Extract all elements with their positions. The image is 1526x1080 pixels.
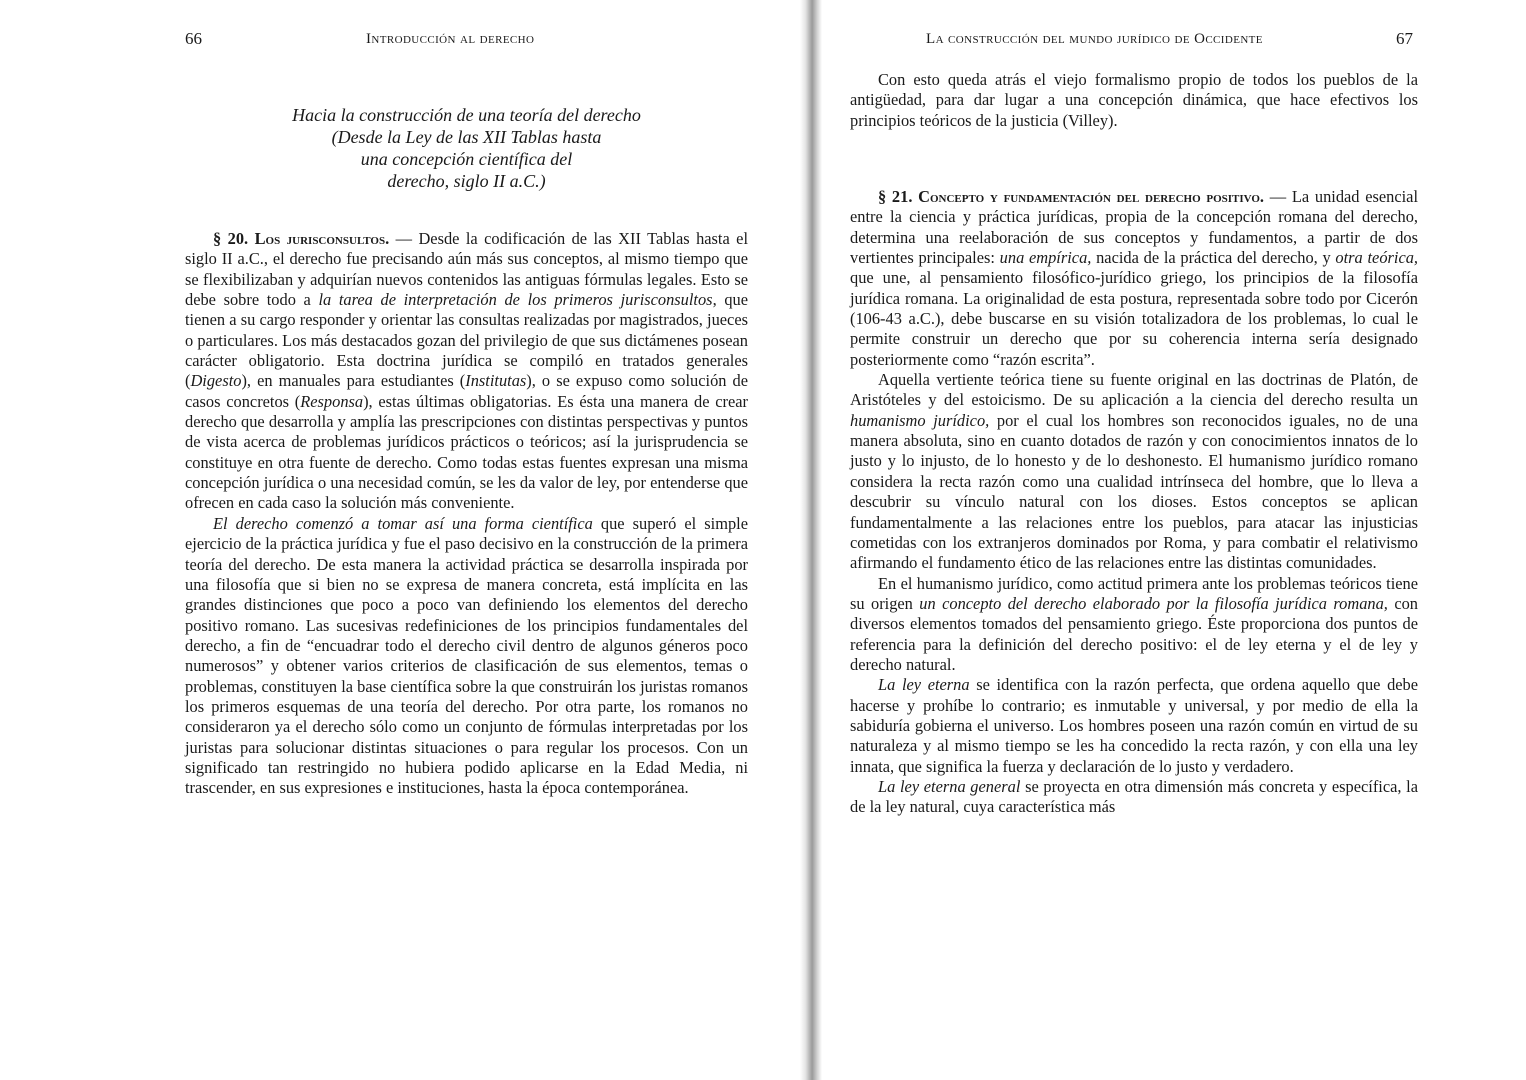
text-run: ), estas últimas obligatorias. Es ésta una manera de crear derecho que desarrolla y amplía las prescripciones con distintas perspectivas y puntos de vista acerca de problemas jurídicos prácticos o teóricos; así la jurisprudencia se constituye en otra fuente de derecho. Como todas estas fuentes expresan una misma concepción jurídica o una necesidad común, se les da valor de ley, por entenderse que ofrecen en cada caso la solución más conveniente. — [185, 391, 748, 513]
section-number: § 21. — [878, 187, 913, 206]
italic-run: Institutas — [465, 371, 527, 391]
text-run: que une, al pensamiento filosófico-jurídico griego, los principios de la filosofía jurídica romana. La originalidad de esta postura, representada sobre todo por Cicerón (106-43 a.C.), debe buscarse en su visión totalizadora de los problemas, lo cual le permite construir un derecho que por su coherencia interna sería designado posteriormente como “razón escrita”. — [850, 268, 1418, 369]
paragraph — [185, 229, 748, 514]
text-run: En el humanismo jurídico, como actitud primera ante los problemas teóricos tiene su origen — [850, 573, 1418, 613]
text-run: — Desde la codificación de las XII Tablas hasta el siglo II a.C., el derecho fue precisando aún más sus conceptos, al mismo tiempo que se flexibilizaban y adquirían nuevos contenidos las antiguas fórmulas legales. Esto se debe sobre todo a — [185, 229, 749, 310]
paragraph — [185, 514, 748, 799]
text-run: ), o se expuso como solución de casos concretos ( — [185, 371, 749, 411]
page-number: 67 — [1396, 29, 1413, 48]
text-run: , que tienen a su cargo responder y orientar las consultas realizadas por magistrados, jueces o particulares. Los más destacados gozan del privilegio de que sus dictámenes posean carácter obligatorio. Esta doctrina jurídica se compiló en tratados generales ( — [185, 290, 748, 391]
paragraph — [850, 574, 1418, 676]
subheading-line: Hacia la construcción de una teoría del derecho — [292, 105, 641, 125]
subheading-line: (Desde la Ley de las XII Tablas hasta — [331, 127, 602, 147]
italic-run: un concepto del derecho elaborado por la filosofía jurídica romana, — [919, 593, 1388, 613]
section-title: Concepto y fundamentación del derecho positivo. — [918, 187, 1265, 206]
section-number: § 20. — [213, 229, 249, 248]
italic-run: Digesto — [190, 371, 242, 391]
text-run: nacida de la práctica del derecho, y — [1091, 248, 1336, 268]
italic-run: humanismo jurídico, — [850, 410, 990, 430]
paragraph: Con esto queda atrás el viejo formalismo propio de todos los pueblos de la antigüedad, para dar lugar a una concepción dinámica, que hace efectivos los principios teóricos de la justicia (Villey). — [850, 70, 1418, 130]
running-head: Introducción al derecho — [366, 31, 535, 47]
italic-run: La ley eterna — [878, 675, 970, 695]
right-page — [822, 0, 1526, 1080]
text-run: con diversos elementos tomados del pensamiento griego. Éste proporciona dos puntos de referencia para la definición del derecho positivo: el de ley eterna y el de ley y derecho natural. — [850, 593, 1418, 674]
subheading-line: derecho, siglo II a.C.) — [387, 171, 546, 191]
italic-run: Responsa — [300, 391, 364, 411]
text-run: Aquella vertiente teórica tiene su fuente original en las doctrinas de Platón, de Aristóteles y del estoicismo. De su aplicación a la ciencia del derecho resulta un — [850, 370, 1418, 410]
text-run: ), en manuales para estudiantes ( — [241, 371, 466, 391]
italic-run: una empírica, — [999, 248, 1092, 268]
subheading-line: una concepción científica del — [360, 149, 573, 169]
paragraph — [850, 187, 1418, 370]
italic-run: otra teórica, — [1335, 248, 1419, 268]
running-head: La construcción del mundo jurídico de Occidente — [926, 31, 1263, 47]
book-gutter — [800, 0, 822, 1080]
italic-run: la tarea de interpretación de los primeros jurisconsultos — [318, 290, 713, 310]
text-run: se identifica con la razón perfecta, que ordena aquello que debe hacerse y prohíbe lo contrario; es inmutable y universal, y por medio de ella la sabiduría gobierna el universo. Los hombres poseen una razón común en virtud de su naturaleza y al mismo tiempo se les ha concedido la recta razón, y con ella una ley innata, que significa la fuerza y declaración de lo justo y verdadero. — [850, 675, 1419, 776]
italic-run: El derecho comenzó a tomar así una forma científica — [213, 513, 593, 533]
paragraph — [850, 675, 1418, 777]
body-text — [850, 187, 1418, 818]
paragraph — [850, 370, 1418, 573]
italic-run: La ley eterna general — [878, 776, 1021, 796]
section-title: Los jurisconsultos. — [254, 229, 390, 248]
body-text — [185, 229, 748, 799]
text-run: se proyecta en otra dimensión más concreta y específica, la de la ley natural, cuya característica más — [850, 776, 1418, 817]
text-run: — La unidad esencial entre la ciencia y práctica jurídicas, propia de la concepción romana del derecho, determina una reelaboración de sus conceptos y fundamentos, a partir de dos vertientes principales: — [850, 187, 1419, 268]
text-run: por el cual los hombres son reconocidos iguales, no de una manera absoluta, sino en cuanto dotados de razón y con conocimientos innatos de lo justo y lo injusto, de lo honesto y de lo deshonesto. El humanismo jurídico romano considera la recta razón como una cualidad intrínseca del hombre, que lo lleva a descubrir su vínculo natural con los dioses. Estos conceptos se aplican fundamentalmente a las relaciones entre los pueblos, para atacar las injusticias cometidas con los extranjeros dominados por Roma, y para combatir el relativismo afirmando el fundamento ético de las relaciones entre las distintas comunidades. — [850, 410, 1419, 573]
page-number: 66 — [185, 29, 202, 48]
text-run: que superó el simple ejercicio de la práctica jurídica y fue el paso decisivo en la construcción de la primera teoría del derecho. De esta manera la actividad práctica se desarrolla inspirada por una filosofía que si bien no se expresa de manera concreta, está implícita en las grandes distinciones que poco a poco van definiendo los elementos del derecho positivo romano. Las sucesivas redefiniciones de los principios fundamentales del derecho, a fin de “encuadrar todo el derecho civil dentro de algunos géneros poco numerosos” y obtener varios criterios de clasificación de sus elementos, temas o problemas, constituyen la base científica sobre la que construirán los juristas romanos los primeros esquemas de una teoría del derecho. Por otra parte, los romanos no consideraron ya el derecho sólo como un conjunto de fórmulas interpretadas por los juristas para solucionar distintas situaciones o para regular los procesos. Con un significado tan restringido no hubiera podido aplicarse en la Edad Media, ni trascender, en sus expresiones e instituciones, hasta la época contemporánea. — [185, 513, 749, 798]
body-text — [850, 70, 1418, 131]
chapter-subheading — [185, 104, 748, 192]
paragraph — [850, 777, 1418, 818]
